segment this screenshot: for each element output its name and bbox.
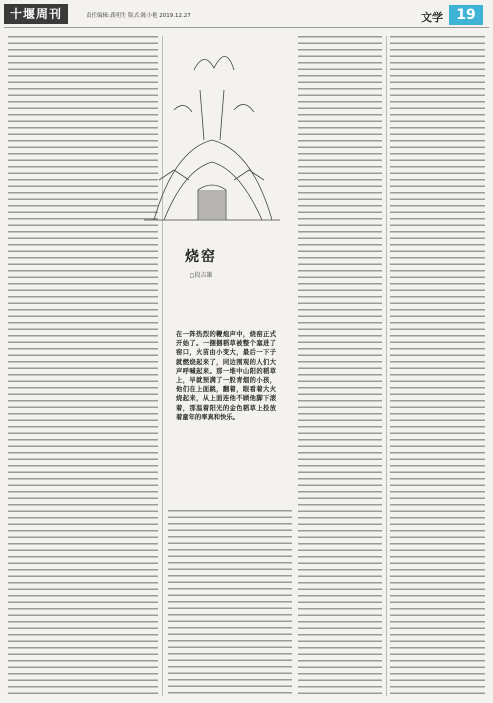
body-text-column-3 [298,36,382,696]
masthead-rule [4,27,489,28]
editor-credits: 责任编辑:龚明生 版式:陈小艳 2019.12.27 [86,13,191,19]
kiln-illustration [134,30,290,230]
title-block [166,246,236,279]
column-divider-2 [386,36,387,696]
body-text-column-2 [168,510,292,696]
pull-quote: 在一阵热烈的鞭炮声中，烧窑正式开始了。一捆捆稻草被整个塞进了窑口，火苗由小变大，最后一下子就燃烧起来了，同边围观的人们大声呼喊起来。那一堆中山阳的稻草上，早就预满了一股青烟的小孩，他们在上面跳，翻着，眼看着大火烧起来，从上面连他不顾他脚下滚着，那温着阳光的金色稻草上投放着童年的率真和快乐。 [176,331,276,421]
masthead [0,0,493,30]
section-name: 文学 [421,11,443,24]
byline: ◻段吉雄 [189,272,213,279]
page-number: 19 [449,5,483,25]
newspaper-logo: 十堰周刊 [4,4,68,24]
body-text-column-4 [390,36,485,696]
article-title: 烧窑 [185,249,217,265]
